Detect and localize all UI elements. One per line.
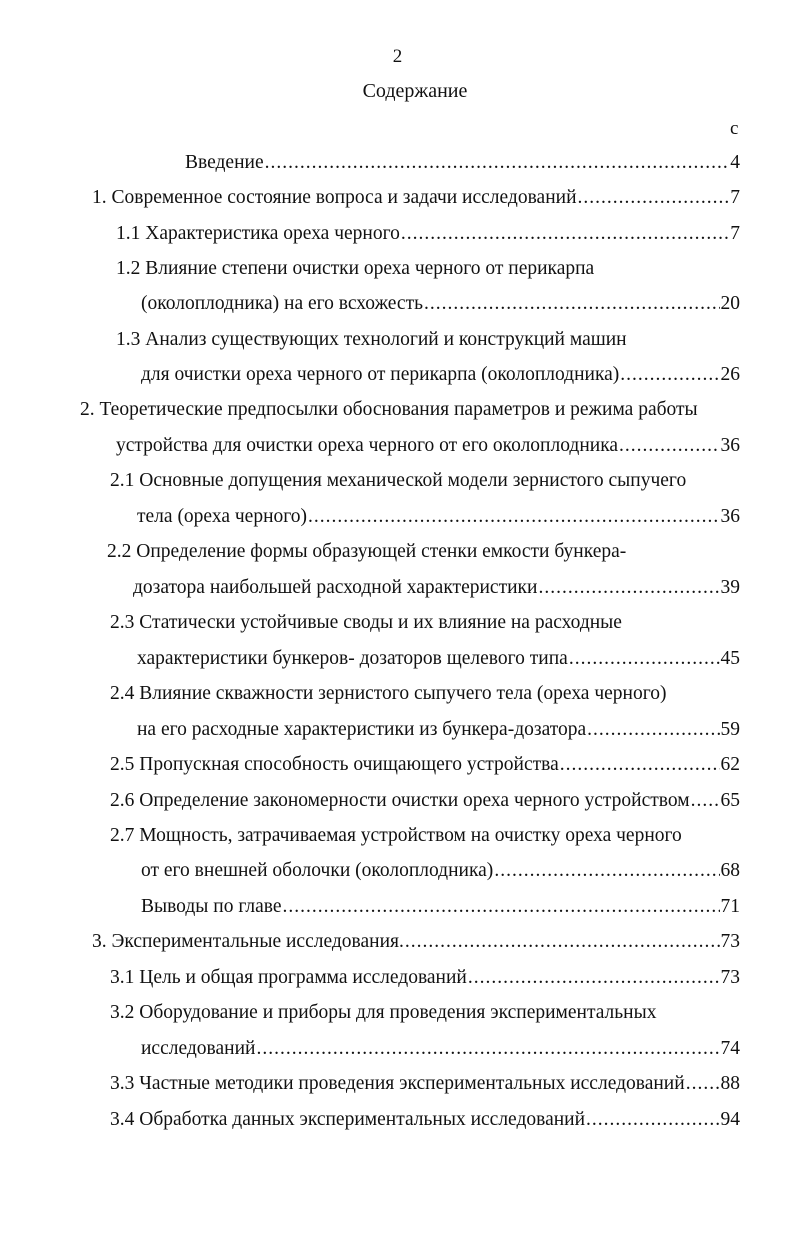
toc-entry-2-line1: 2. Теоретические предпосылки обоснования параметров и режима работы: [80, 399, 698, 420]
toc-entry-page: 71: [720, 896, 740, 917]
toc-entry-3-3: [110, 1071, 740, 1097]
dot-leader: [468, 965, 720, 991]
toc-entry-text: тела (ореха черного): [137, 506, 308, 527]
dot-leader: [256, 1036, 719, 1062]
toc-entry-text: 3.1 Цель и общая программа исследований: [110, 967, 467, 988]
dot-leader: [282, 894, 719, 920]
dot-leader: [405, 929, 720, 955]
dot-leader: [494, 858, 719, 884]
toc-entry-conclusions: [141, 894, 740, 920]
dot-leader: [619, 433, 719, 459]
toc-entry-text: 1.1 Характеристика ореха черного: [116, 223, 400, 244]
toc-entry-page: 45: [720, 648, 740, 669]
toc-entry-text: Выводы по главе: [141, 896, 282, 917]
toc-entry-text: 3.3 Частные методики проведения экспериментальных исследований: [110, 1073, 685, 1094]
dot-leader: [308, 504, 719, 530]
dot-leader: [401, 221, 729, 247]
toc-entry-intro: [185, 150, 740, 176]
toc-entry-2-line2: [116, 433, 740, 459]
toc-entry-page: 7: [730, 223, 740, 244]
toc-entry-2-1-line2: [137, 504, 740, 530]
toc-entry-page: 39: [720, 577, 740, 598]
toc-entry-page: 94: [720, 1109, 740, 1130]
toc-entry-1-3-line1: 1.3 Анализ существующих технологий и конструкций машин: [116, 329, 627, 350]
toc-entry-page: 62: [720, 754, 740, 775]
toc-entry-text: Введение: [185, 152, 264, 173]
toc-entry-page: 36: [720, 435, 740, 456]
dot-leader: [686, 1071, 720, 1097]
toc-entry-2-5: [110, 752, 740, 778]
toc-entry-page: 36: [720, 506, 740, 527]
toc-entry-2-7-line2: [141, 858, 740, 884]
toc-entry-page: 26: [720, 364, 740, 385]
toc-entry-text: от его внешней оболочки (околоплодника): [141, 860, 494, 881]
page-column-label: с: [730, 118, 739, 139]
toc-entry-2-6: [110, 788, 740, 814]
toc-entry-2-2-line2: [133, 575, 740, 601]
toc-entry-text: (околоплодника) на его всхожесть: [141, 293, 423, 314]
toc-entry-text: исследований: [141, 1038, 256, 1059]
toc-entry-1-1: [116, 221, 740, 247]
toc-entry-page: 20: [720, 293, 740, 314]
toc-entry-text: 1. Современное состояние вопроса и задачи исследований: [92, 187, 577, 208]
toc-entry-3-2-line2: [141, 1036, 740, 1062]
toc-entry-2-4-line2: [137, 717, 740, 743]
dot-leader: [578, 185, 730, 211]
dot-leader: [424, 291, 720, 317]
dot-leader: [620, 362, 719, 388]
toc-entry-2-4-line1: 2.4 Влияние скважности зернистого сыпучего тела (ореха черного): [110, 683, 667, 704]
dot-leader: [586, 1107, 719, 1133]
toc-entry-page: 4: [730, 152, 740, 173]
toc-entry-text: 3. Экспериментальные исследования.: [92, 931, 404, 952]
page-title: Содержание: [362, 80, 468, 102]
toc-entry-text: 2.6 Определение закономерности очистки ореха черного устройством: [110, 790, 690, 811]
toc-entry-page: 73: [720, 967, 740, 988]
toc-entry-page: 74: [720, 1038, 740, 1059]
dot-leader: [538, 575, 719, 601]
toc-entry-text: устройства для очистки ореха черного от его околоплодника: [116, 435, 619, 456]
dot-leader: [560, 752, 720, 778]
toc-entry-text: 3.4 Обработка данных экспериментальных исследований: [110, 1109, 586, 1130]
toc-entry-1-2-line1: 1.2 Влияние степени очистки ореха черного от перикарпа: [116, 258, 595, 279]
toc-entry-1-2-line2: [141, 291, 740, 317]
toc-entry-3-1: [110, 965, 740, 991]
page-number: 2: [392, 46, 403, 67]
toc-entry-3-4: [110, 1107, 740, 1133]
toc-entry-page: 65: [720, 790, 740, 811]
toc-entry-text: на его расходные характеристики из бункера-дозатора: [137, 719, 587, 740]
toc-entry-page: 68: [720, 860, 740, 881]
dot-leader: [265, 150, 730, 176]
toc-entry-1-3-line2: [141, 362, 740, 388]
toc-entry-page: 7: [730, 187, 740, 208]
toc-entry-2-3-line2: [137, 646, 740, 672]
toc-entry-page: 88: [720, 1073, 740, 1094]
toc-entry-3-2-line1: 3.2 Оборудование и приборы для проведения экспериментальных: [110, 1002, 657, 1023]
toc-entry-1: [92, 185, 740, 211]
toc-entry-2-2-line1: 2.2 Определение формы образующей стенки емкости бункера-: [107, 541, 627, 562]
toc-entry-text: 2.5 Пропускная способность очищающего устройства: [110, 754, 559, 775]
toc-entry-2-7-line1: 2.7 Мощность, затрачиваемая устройством на очистку ореха черного: [110, 825, 682, 846]
toc-entry-text: характеристики бункеров- дозаторов щелевого типа: [137, 648, 568, 669]
toc-entry-3: [92, 929, 740, 955]
dot-leader: [691, 788, 720, 814]
toc-entry-page: 59: [720, 719, 740, 740]
toc-entry-2-1-line1: 2.1 Основные допущения механической модели зернистого сыпучего: [110, 470, 687, 491]
toc-entry-text: дозатора наибольшей расходной характеристики: [133, 577, 538, 598]
toc-entry-text: для очистки ореха черного от перикарпа (околоплодника): [141, 364, 620, 385]
toc-entry-2-3-line1: 2.3 Статически устойчивые своды и их влияние на расходные: [110, 612, 622, 633]
dot-leader: [587, 717, 719, 743]
dot-leader: [569, 646, 720, 672]
toc-entry-page: 73: [720, 931, 740, 952]
